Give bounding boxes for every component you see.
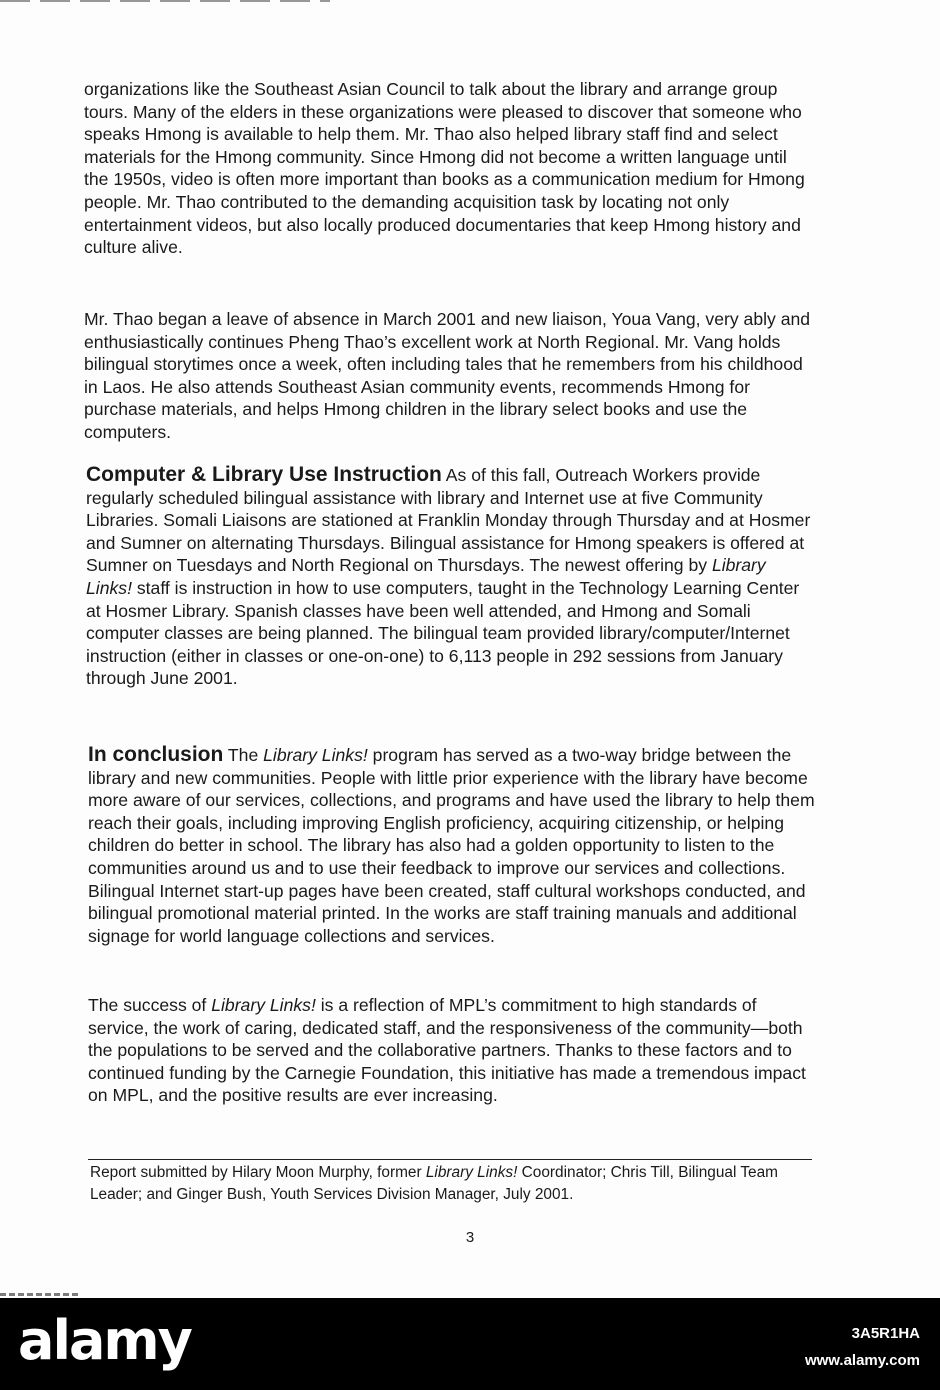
- top-dashed-rule: [0, 0, 330, 2]
- bottom-dashed-rule: [0, 1293, 80, 1296]
- section-heading-computer-instruction: Computer & Library Use Instruction: [86, 463, 442, 486]
- section-text: As of this fall, Outreach Workers provide regularly scheduled bilingual assistance with library and Internet use at five Community Libraries. Somali Liaisons are stationed at Franklin Monday through Thursday and at Hosmer and Sumner on alternating Thursdays. Bilingual assistance for Hmong speakers is offered at Sumner on Tuesdays and North Regional on Thursdays. The newest offering by: [86, 465, 811, 576]
- section-heading-conclusion: In conclusion: [88, 743, 224, 766]
- image-id: 3A5R1HA: [851, 1325, 920, 1342]
- page-number: 3: [465, 1229, 475, 1246]
- footnote-text: Coordinator; Chris Till, Bilingual Team Leader; and Ginger Bush, Youth Services Division Manager, July 2001.: [90, 1164, 779, 1203]
- paragraph-text: The success of: [88, 995, 212, 1015]
- section-conclusion: [88, 744, 818, 947]
- paragraph-text: is a reflection of MPL’s commitment to high standards of service, the work of caring, dedicated staff, and the responsiveness of the community—both the populations to be served and the collaborative partners. Thanks to these factors and to continued funding by the Carnegie Foundation, this initiative has made a tremendous impact on MPL, and the positive results are ever increasing.: [88, 995, 806, 1106]
- paragraph-success: [88, 994, 818, 1107]
- site-url: www.alamy.com: [804, 1352, 920, 1369]
- section-computer-instruction: [86, 464, 816, 690]
- program-name-italic: Library Links!: [425, 1164, 518, 1181]
- footnote-text: Report submitted by Hilary Moon Murphy, former: [90, 1164, 426, 1181]
- program-name-italic: Library Links!: [211, 995, 316, 1015]
- program-name-italic: Library Links!: [263, 745, 368, 765]
- section-text: staff is instruction in how to use computers, taught in the Technology Learning Center at Hosmer Library. Spanish classes have been well attended, and Hmong and Somali computer classes are being planned. The bilingual team provided library/computer/Internet instruction (either in classes or one-on-one) to 6,113 people in 292 sessions from January through June 2001.: [86, 577, 800, 689]
- section-text: The: [223, 745, 264, 765]
- section-text: program has served as a two-way bridge between the library and new communities. People with little prior experience with the library have become more aware of our services, collections, and programs and have used the library to help them reach their goals, including improving English proficiency, acquiring citizenship, or helping children do better in school. The library has also had a golden opportunity to listen to the communities around us and to use their feedback to improve our services and collections. Bilingual Internet start-up pages have been created, staff cultural workshops conducted, and bilingual promotional material printed. In the works are staff training manuals and additional signage for world language collections and services.: [88, 745, 815, 946]
- footnote-rule: [88, 1159, 812, 1160]
- paragraph-youa-vang: Mr. Thao began a leave of absence in March 2001 and new liaison, Youa Vang, very ably and enthusiastically continues Pheng Thao’s excellent work at North Regional. Mr. Vang holds bilingual storytimes once a week, often including tales that he remembers from his childhood in Laos. He also attends Southeast Asian community events, recommends Hmong for purchase materials, and helps Hmong children in the library select books and use the computers.: [84, 309, 811, 442]
- alamy-logo: alamy: [18, 1309, 191, 1372]
- paragraph-hmong-liaison: organizations like the Southeast Asian Council to talk about the library and arrange group tours. Many of the elders in these organizations were pleased to discover that someone who speaks Hmong is available to help them. Mr. Thao also helped library staff find and select materials for the Hmong community. Since Hmong did not become a written language until the 1950s, video is often more important than books as a communication medium for Hmong people. Mr. Thao contributed to the demanding acquisition task by locating not only entertainment videos, but also locally produced documentaries that keep Hmong history and culture alive.: [84, 79, 805, 258]
- program-name-italic: Library Links!: [86, 555, 766, 598]
- footnote: [90, 1162, 820, 1206]
